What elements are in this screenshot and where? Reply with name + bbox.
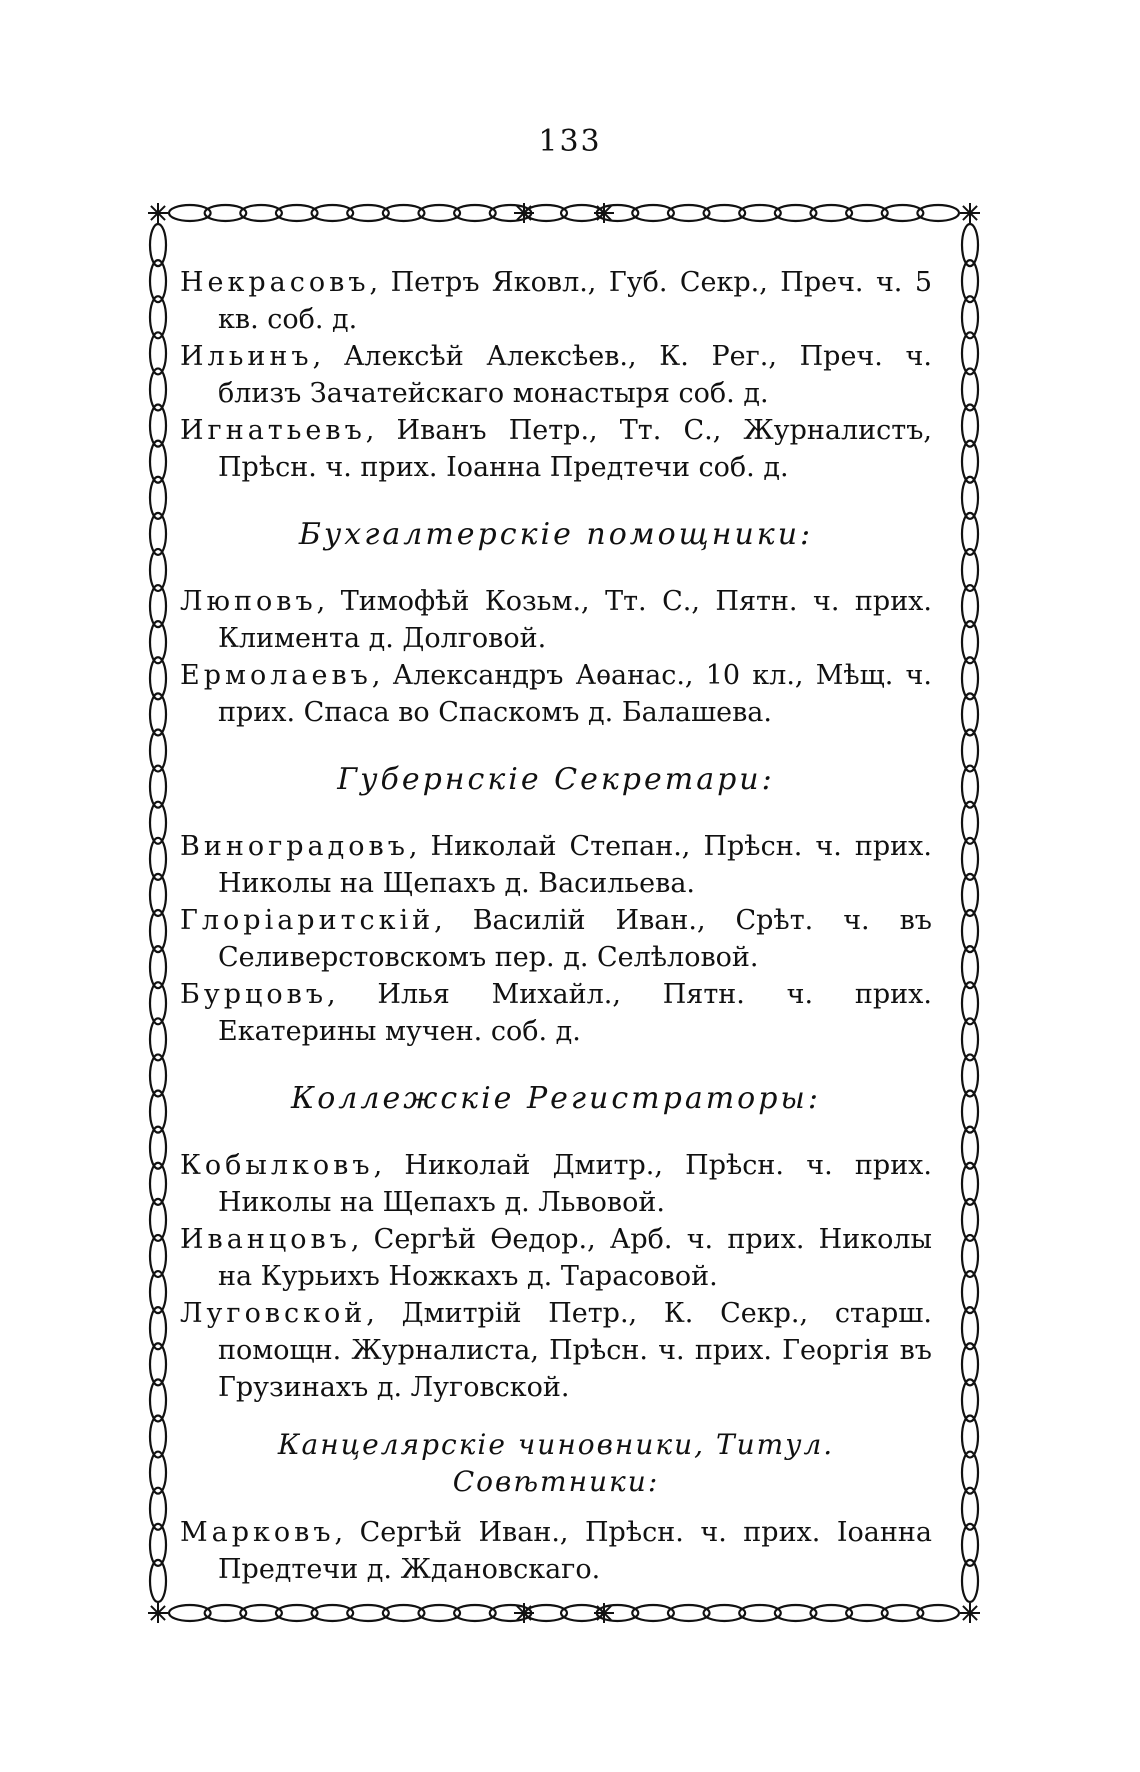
list-item <box>180 1147 932 1221</box>
entry-surname: Иванцовъ <box>180 1224 351 1255</box>
section-heading: Бухгалтерскіе помощники: <box>298 517 814 552</box>
section-collegiate-registrars <box>180 1080 932 1406</box>
list-item <box>180 338 932 412</box>
entry-details: , Николай Дмитр., Прѣсн. ч. прих. Николы на Щепахъ д. Львовой. <box>218 1150 932 1218</box>
entry-details: , Сергѣй Иван., Прѣсн. ч. прих. Іоанна Предтечи д. Ждановскаго. <box>218 1517 932 1585</box>
list-item <box>180 264 932 338</box>
frame-left-border <box>150 224 166 1602</box>
frame-top-border <box>169 205 959 221</box>
entry-surname: Ильинъ <box>180 341 313 372</box>
section-heading: Губернскіе Секретари: <box>337 762 775 797</box>
list-item <box>180 583 932 657</box>
section-chancery-officials <box>180 1426 932 1588</box>
entry-surname: Ермолаевъ <box>180 660 372 691</box>
list-item <box>180 412 932 486</box>
section-provincial-secretaries <box>180 761 932 1050</box>
section-heading: Канцелярскіе чиновники, Титул. Совѣтники: <box>277 1428 835 1498</box>
entry-details: , Илья Михайл., Пятн. ч. прих. Екатерины мучен. соб. д. <box>218 979 932 1047</box>
entry-details: , Сергѣй Ѳедор., Арб. ч. прих. Николы на Курьихъ Ножкахъ д. Тарасовой. <box>218 1224 932 1292</box>
list-item <box>180 1514 932 1588</box>
entry-details: , Петръ Яковл., Губ. Секр., Преч. ч. 5 кв. соб. д. <box>218 267 932 335</box>
entry-surname: Бурцовъ <box>180 979 328 1010</box>
entry-surname: Люповъ <box>180 586 317 617</box>
list-item <box>180 1221 932 1295</box>
entry-surname: Луговской <box>180 1298 367 1329</box>
entry-surname: Некрасовъ <box>180 267 370 298</box>
entry-details: , Алексѣй Алексѣев., К. Рег., Преч. ч. близъ Зачатейскаго монастыря соб. д. <box>218 341 932 409</box>
page-content <box>180 264 932 1588</box>
section-heading: Коллежскіе Регистраторы: <box>291 1081 821 1116</box>
entry-details: , Тимофѣй Козьм., Тт. С., Пятн. ч. прих. Климента д. Долговой. <box>218 586 932 654</box>
list-item <box>180 1295 932 1406</box>
entry-details: , Дмитрій Петр., К. Секр., старш. помощн. Журналиста, Прѣсн. ч. прих. Георгія въ Грузинахъ д. Луговской. <box>218 1298 932 1403</box>
list-item <box>180 828 932 902</box>
page-number: 133 <box>538 124 602 159</box>
list-item <box>180 976 932 1050</box>
entry-surname: Глоріаритскій <box>180 905 435 936</box>
entry-surname: Игнатьевъ <box>180 415 366 446</box>
section-officials <box>180 264 932 486</box>
frame-bottom-border <box>169 1605 959 1621</box>
list-item <box>180 902 932 976</box>
entry-surname: Марковъ <box>180 1517 335 1548</box>
section-bookkeeper-assistants <box>180 516 932 731</box>
list-item <box>180 657 932 731</box>
frame-right-border <box>962 224 978 1602</box>
entry-details: , Александръ Аѳанас., 10 кл., Мѣщ. ч. прих. Спаса во Спаскомъ д. Балашева. <box>218 660 932 728</box>
entry-details: , Иванъ Петр., Тт. С., Журналистъ, Прѣсн. ч. прих. Іоанна Предтечи соб. д. <box>218 415 932 483</box>
entry-surname: Кобылковъ <box>180 1150 374 1181</box>
entry-details: , Василій Иван., Срѣт. ч. въ Селиверстовскомъ пер. д. Селѣловой. <box>218 905 932 973</box>
entry-surname: Виноградовъ <box>180 831 409 862</box>
entry-details: , Николай Степан., Прѣсн. ч. прих. Николы на Щепахъ д. Васильева. <box>218 831 932 899</box>
